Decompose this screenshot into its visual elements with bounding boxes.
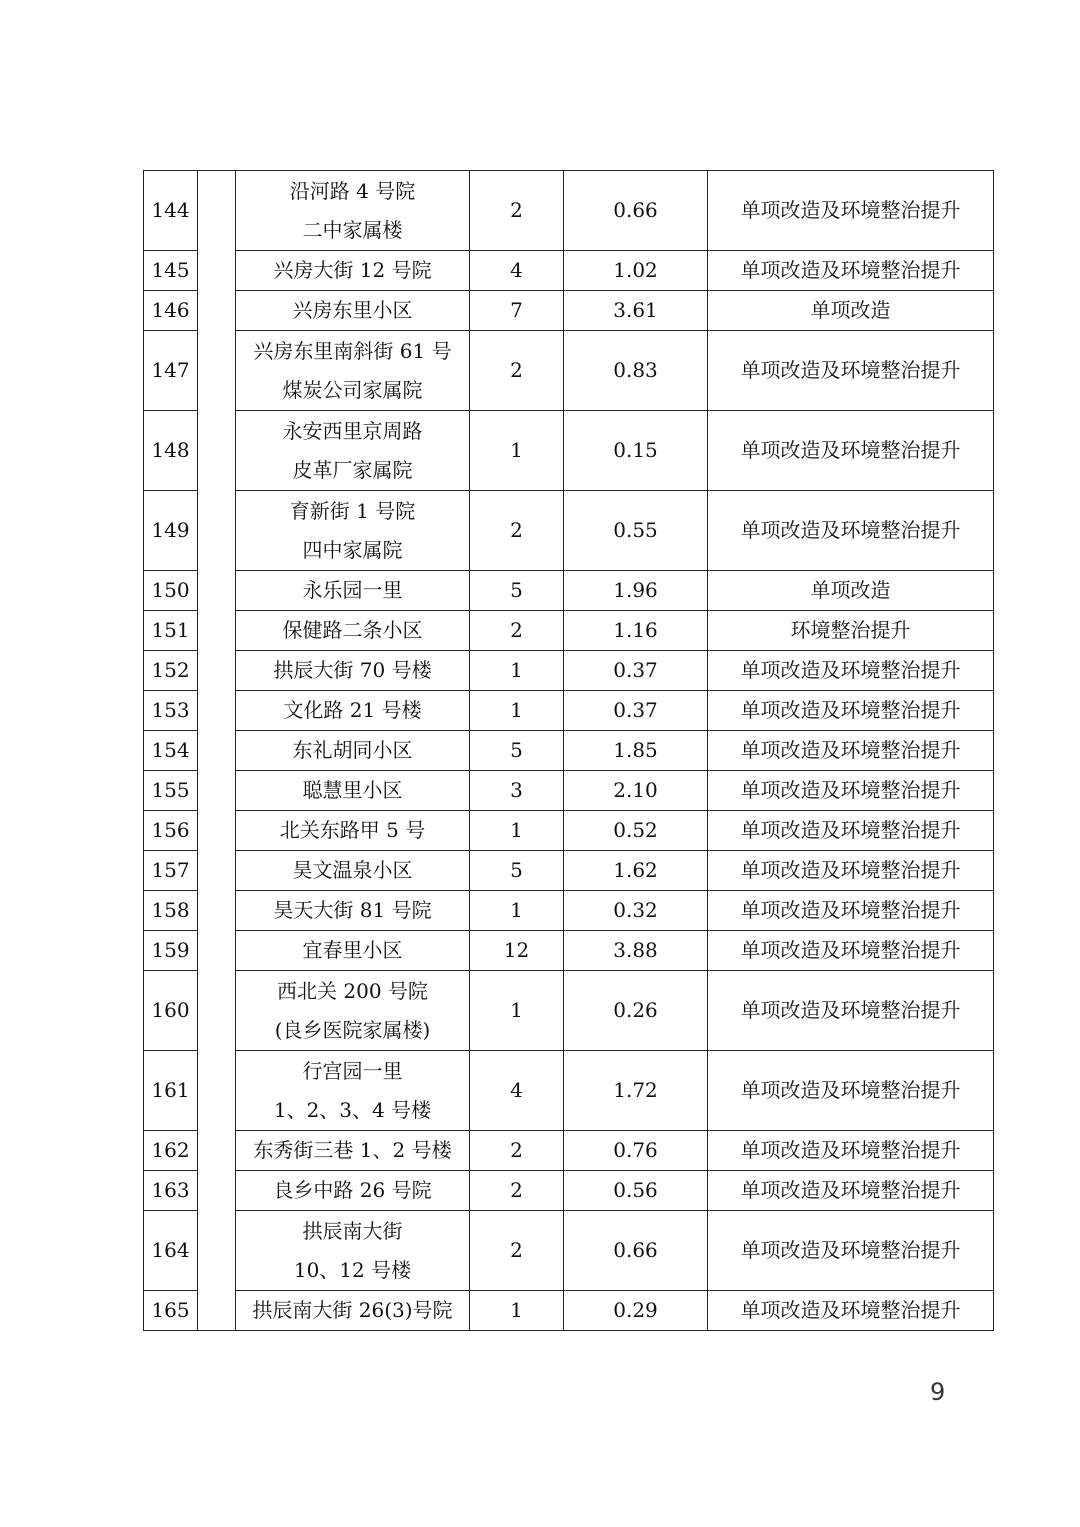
area-value: 0.26 xyxy=(564,971,708,1051)
community-name xyxy=(236,611,470,651)
building-count: 2 xyxy=(470,611,564,651)
table-row xyxy=(144,571,994,611)
row-number: 150 xyxy=(144,571,198,611)
renovation-type: 单项改造 xyxy=(708,291,994,331)
table-row xyxy=(144,411,994,491)
building-count: 4 xyxy=(470,1051,564,1131)
building-count: 5 xyxy=(470,851,564,891)
building-count: 2 xyxy=(470,171,564,251)
community-name xyxy=(236,171,470,251)
community-name xyxy=(236,691,470,731)
area-value: 1.02 xyxy=(564,251,708,291)
community-name-line: 育新街 1 号院 xyxy=(289,498,416,523)
renovation-type: 单项改造及环境整治提升 xyxy=(708,971,994,1051)
table-row xyxy=(144,691,994,731)
community-name-line: 昊文温泉小区 xyxy=(292,858,413,882)
community-name-line: 拱辰南大街 xyxy=(302,1218,403,1243)
renovation-type: 单项改造及环境整治提升 xyxy=(708,1131,994,1171)
row-number: 164 xyxy=(144,1211,198,1291)
area-value: 3.88 xyxy=(564,931,708,971)
community-name-line: 四中家属院 xyxy=(302,537,403,562)
renovation-type: 单项改造及环境整治提升 xyxy=(708,1291,994,1331)
community-name xyxy=(236,771,470,811)
building-count: 2 xyxy=(470,1131,564,1171)
area-value: 0.66 xyxy=(564,171,708,251)
community-name xyxy=(236,251,470,291)
community-name xyxy=(236,931,470,971)
community-name xyxy=(236,411,470,491)
building-count: 2 xyxy=(470,331,564,411)
area-value: 1.96 xyxy=(564,571,708,611)
row-number: 165 xyxy=(144,1291,198,1331)
area-value: 0.37 xyxy=(564,691,708,731)
community-name-line: 东秀街三巷 1、2 号楼 xyxy=(253,1138,452,1162)
renovation-type: 单项改造 xyxy=(708,571,994,611)
community-name-line: 兴房东里小区 xyxy=(292,298,413,322)
area-value: 0.76 xyxy=(564,1131,708,1171)
building-count: 1 xyxy=(470,971,564,1051)
renovation-type: 单项改造及环境整治提升 xyxy=(708,891,994,931)
table-row xyxy=(144,891,994,931)
table-body xyxy=(144,171,994,1331)
row-number: 162 xyxy=(144,1131,198,1171)
community-name-line: 1、2、3、4 号楼 xyxy=(273,1097,432,1122)
community-name-line: 10、12 号楼 xyxy=(293,1257,412,1282)
row-number: 160 xyxy=(144,971,198,1051)
community-name-line: (良乡医院家属楼) xyxy=(274,1017,431,1042)
community-name xyxy=(236,491,470,571)
renovation-type: 单项改造及环境整治提升 xyxy=(708,331,994,411)
table-row xyxy=(144,291,994,331)
building-count: 1 xyxy=(470,651,564,691)
community-name-line: 煤炭公司家属院 xyxy=(282,377,423,402)
renovation-type: 单项改造及环境整治提升 xyxy=(708,411,994,491)
community-name-line: 文化路 21 号楼 xyxy=(283,698,422,722)
table-row xyxy=(144,1211,994,1291)
community-name-line: 皮革厂家属院 xyxy=(292,457,413,482)
table-row xyxy=(144,1131,994,1171)
table-row xyxy=(144,771,994,811)
merged-district-cell xyxy=(198,171,236,1331)
row-number: 144 xyxy=(144,171,198,251)
community-name-line: 二中家属楼 xyxy=(302,217,403,242)
building-count: 2 xyxy=(470,1171,564,1211)
renovation-type: 环境整治提升 xyxy=(708,611,994,651)
renovation-type: 单项改造及环境整治提升 xyxy=(708,1171,994,1211)
table-row xyxy=(144,811,994,851)
area-value: 0.15 xyxy=(564,411,708,491)
community-name xyxy=(236,1291,470,1331)
renovation-type: 单项改造及环境整治提升 xyxy=(708,1051,994,1131)
building-count: 2 xyxy=(470,1211,564,1291)
building-count: 5 xyxy=(470,571,564,611)
renovation-type: 单项改造及环境整治提升 xyxy=(708,251,994,291)
community-name-line: 昊天大街 81 号院 xyxy=(273,898,432,922)
community-name xyxy=(236,731,470,771)
area-value: 0.55 xyxy=(564,491,708,571)
building-count: 5 xyxy=(470,731,564,771)
community-name xyxy=(236,971,470,1051)
row-number: 152 xyxy=(144,651,198,691)
renovation-type: 单项改造及环境整治提升 xyxy=(708,811,994,851)
row-number: 149 xyxy=(144,491,198,571)
community-name-line: 保健路二条小区 xyxy=(282,618,423,642)
building-count: 2 xyxy=(470,491,564,571)
row-number: 156 xyxy=(144,811,198,851)
community-name xyxy=(236,291,470,331)
community-name xyxy=(236,811,470,851)
table-row xyxy=(144,611,994,651)
building-count: 3 xyxy=(470,771,564,811)
community-name xyxy=(236,1211,470,1291)
row-number: 153 xyxy=(144,691,198,731)
table-row xyxy=(144,931,994,971)
row-number: 154 xyxy=(144,731,198,771)
building-count: 4 xyxy=(470,251,564,291)
row-number: 163 xyxy=(144,1171,198,1211)
table-row xyxy=(144,171,994,251)
row-number: 146 xyxy=(144,291,198,331)
table-row xyxy=(144,971,994,1051)
community-name-line: 行宫园一里 xyxy=(302,1058,403,1083)
row-number: 147 xyxy=(144,331,198,411)
community-name xyxy=(236,1131,470,1171)
community-name-line: 宜春里小区 xyxy=(302,938,403,962)
area-value: 0.66 xyxy=(564,1211,708,1291)
table-row xyxy=(144,251,994,291)
community-name-line: 东礼胡同小区 xyxy=(292,738,413,762)
renovation-type: 单项改造及环境整治提升 xyxy=(708,651,994,691)
community-name xyxy=(236,891,470,931)
community-name xyxy=(236,651,470,691)
renovation-type: 单项改造及环境整治提升 xyxy=(708,771,994,811)
area-value: 0.29 xyxy=(564,1291,708,1331)
community-name xyxy=(236,1051,470,1131)
table-row xyxy=(144,1171,994,1211)
community-name-line: 永乐园一里 xyxy=(302,578,403,602)
renovation-type: 单项改造及环境整治提升 xyxy=(708,731,994,771)
renovation-type: 单项改造及环境整治提升 xyxy=(708,1211,994,1291)
building-count: 7 xyxy=(470,291,564,331)
renovation-type: 单项改造及环境整治提升 xyxy=(708,171,994,251)
table-row xyxy=(144,1291,994,1331)
building-count: 1 xyxy=(470,1291,564,1331)
renovation-type: 单项改造及环境整治提升 xyxy=(708,491,994,571)
area-value: 1.16 xyxy=(564,611,708,651)
area-value: 2.10 xyxy=(564,771,708,811)
building-count: 12 xyxy=(470,931,564,971)
community-name-line: 拱辰大街 70 号楼 xyxy=(273,658,432,682)
community-name xyxy=(236,331,470,411)
area-value: 1.62 xyxy=(564,851,708,891)
table-row xyxy=(144,1051,994,1131)
area-value: 1.72 xyxy=(564,1051,708,1131)
community-name xyxy=(236,1171,470,1211)
area-value: 0.56 xyxy=(564,1171,708,1211)
community-name xyxy=(236,851,470,891)
community-name-line: 永安西里京周路 xyxy=(282,418,423,443)
area-value: 0.52 xyxy=(564,811,708,851)
area-value: 0.83 xyxy=(564,331,708,411)
community-name-line: 兴房大街 12 号院 xyxy=(273,258,432,282)
project-table xyxy=(143,170,994,1331)
community-name-line: 良乡中路 26 号院 xyxy=(273,1178,432,1202)
area-value: 3.61 xyxy=(564,291,708,331)
area-value: 0.32 xyxy=(564,891,708,931)
table-row xyxy=(144,851,994,891)
community-name-line: 北关东路甲 5 号 xyxy=(279,818,426,842)
table-row xyxy=(144,331,994,411)
row-number: 145 xyxy=(144,251,198,291)
row-number: 155 xyxy=(144,771,198,811)
row-number: 159 xyxy=(144,931,198,971)
row-number: 157 xyxy=(144,851,198,891)
area-value: 0.37 xyxy=(564,651,708,691)
renovation-type: 单项改造及环境整治提升 xyxy=(708,851,994,891)
row-number: 148 xyxy=(144,411,198,491)
page-number: 9 xyxy=(930,1378,946,1406)
building-count: 1 xyxy=(470,411,564,491)
table-row xyxy=(144,651,994,691)
community-name xyxy=(236,571,470,611)
community-name-line: 聪慧里小区 xyxy=(302,778,403,802)
community-name-line: 拱辰南大街 26(3)号院 xyxy=(252,1298,453,1322)
renovation-type: 单项改造及环境整治提升 xyxy=(708,931,994,971)
building-count: 1 xyxy=(470,691,564,731)
area-value: 1.85 xyxy=(564,731,708,771)
community-name-line: 沿河路 4 号院 xyxy=(289,178,416,203)
renovation-type: 单项改造及环境整治提升 xyxy=(708,691,994,731)
row-number: 151 xyxy=(144,611,198,651)
table-row xyxy=(144,731,994,771)
row-number: 161 xyxy=(144,1051,198,1131)
building-count: 1 xyxy=(470,811,564,851)
row-number: 158 xyxy=(144,891,198,931)
community-name-line: 兴房东里南斜街 61 号 xyxy=(253,338,452,363)
community-name-line: 西北关 200 号院 xyxy=(277,978,428,1003)
table-row xyxy=(144,491,994,571)
building-count: 1 xyxy=(470,891,564,931)
